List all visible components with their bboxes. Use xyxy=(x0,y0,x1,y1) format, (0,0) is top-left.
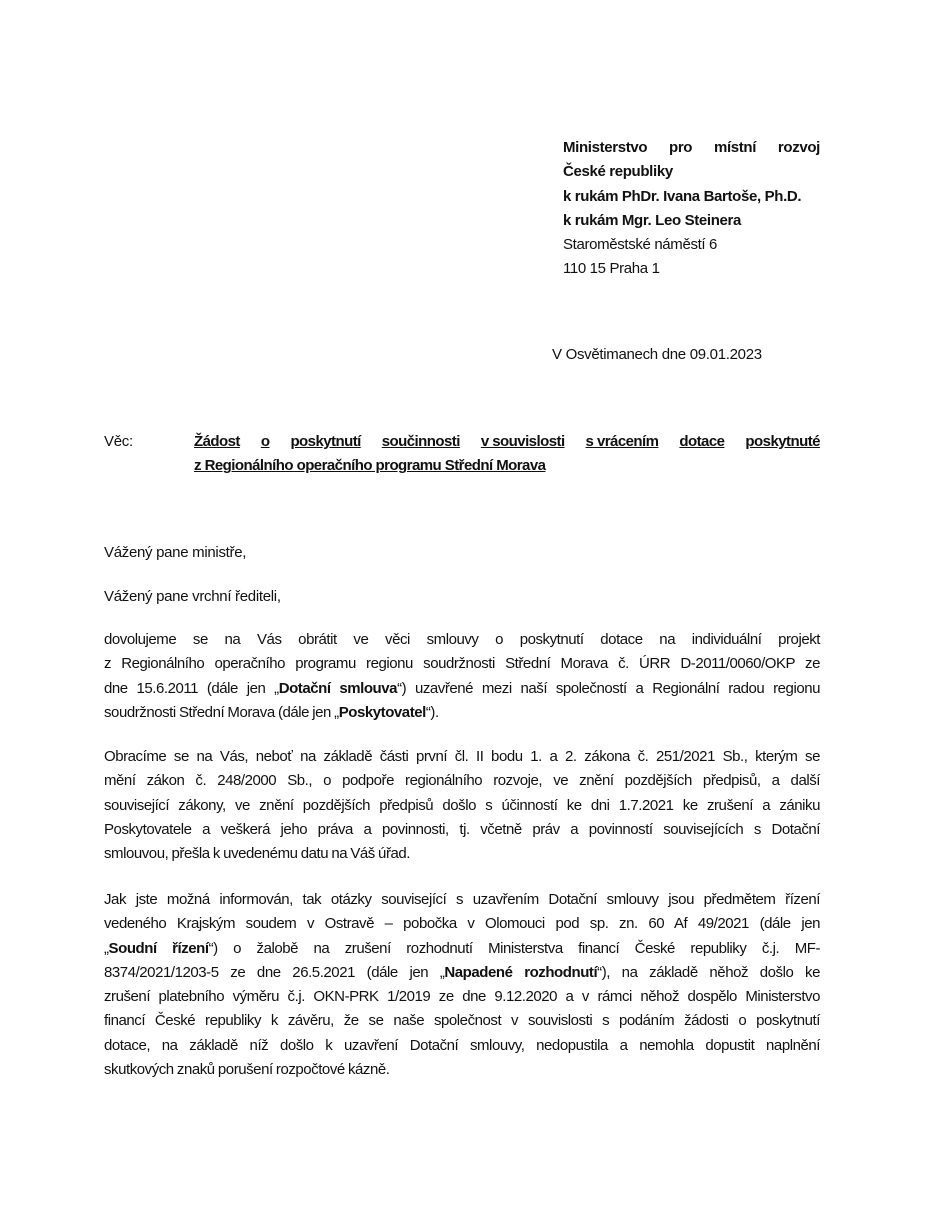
recipient-line-attention-2: k rukám Mgr. Leo Steinera xyxy=(563,211,741,229)
subject-label: Věc: xyxy=(104,433,133,450)
subject-text xyxy=(194,430,820,479)
text-run: vedeného Krajským soudem v Ostravě – pobočka v Olomouci pod sp. zn. 60 Af 49/2021 (dále jen xyxy=(104,915,820,933)
defined-term: Soudní řízení xyxy=(108,939,209,957)
paragraph-line xyxy=(104,1058,820,1082)
word: Ministerstvo xyxy=(563,139,648,156)
word: v souvislosti xyxy=(480,433,565,450)
defined-term: Dotační smlouva xyxy=(278,679,398,697)
paragraph-line xyxy=(104,745,820,769)
recipient-line-ministry xyxy=(563,136,820,160)
salutation-director: Vážený pane vrchní řediteli, xyxy=(104,588,281,605)
paragraph-line xyxy=(104,1034,820,1058)
paragraph-line xyxy=(104,818,820,842)
defined-term: Poskytovatel xyxy=(338,703,426,721)
text-run: “). xyxy=(425,703,439,721)
subject-line-1 xyxy=(194,430,820,454)
salutation-minister: Vážený pane ministře, xyxy=(104,544,247,561)
paragraph-line xyxy=(104,937,820,961)
text-run: mění zákon č. 248/2000 Sb., o podpoře regionálního rozvoje, ve znění pozdějších předpisů, a další xyxy=(104,772,820,790)
text-run: “) o žalobě na zrušení rozhodnutí Ministerstva financí České republiky č.j. MF- xyxy=(208,939,820,957)
text-run: Obracíme se na Vás, neboť na základě části první čl. II bodu 1. a 2. zákona č. 251/2021 Sb., kterým se xyxy=(104,748,820,765)
paragraph-line xyxy=(104,701,820,725)
paragraph-line xyxy=(104,677,820,701)
text-run: Jak jste možná informován, tak otázky související s uzavřením Dotační smlouvy jsou předmětem řízení xyxy=(104,891,820,908)
text-run: smlouvou, přešla k uvedenému datu na Váš úřad. xyxy=(104,845,410,863)
text-run: financí České republiky k závěru, že se naše společnost v souvislosti s podáním žádosti o poskytnutí xyxy=(104,1012,820,1030)
text-run: dne 15.6.2011 (dále jen „ xyxy=(104,679,279,697)
word: poskytnuté xyxy=(745,433,820,450)
paragraph-line xyxy=(104,985,820,1009)
word: součinnosti xyxy=(381,433,460,450)
recipient-line-country: České republiky xyxy=(563,163,673,181)
word: s vrácením xyxy=(585,433,659,450)
word: Žádost xyxy=(194,433,240,450)
paragraph-line xyxy=(104,842,820,866)
text-run: z Regionálního operačního programu regionu soudržnosti Střední Morava č. ÚRR D-2011/0060/OKP ze xyxy=(104,655,820,673)
recipient-line-city: 110 15 Praha 1 xyxy=(563,260,660,278)
word: o xyxy=(260,433,270,450)
paragraph-line xyxy=(104,794,820,818)
text-run: “), na základě něhož došlo ke xyxy=(597,963,820,981)
text-run: skutkových znaků porušení rozpočtové kázně. xyxy=(104,1061,390,1079)
paragraph-line xyxy=(104,769,820,793)
word: místní xyxy=(713,139,757,156)
word: dotace xyxy=(679,433,725,450)
text-run: „ xyxy=(104,939,109,957)
recipient-line-street: Staroměstské náměstí 6 xyxy=(563,236,718,254)
paragraph-line xyxy=(104,912,820,936)
paragraph-line xyxy=(104,888,820,912)
defined-term: Napadené rozhodnutí xyxy=(444,963,598,981)
recipient-line-attention-1: k rukám PhDr. Ivana Bartoše, Ph.D. xyxy=(563,187,802,205)
paragraph-2 xyxy=(104,745,820,866)
text-run: 8374/2021/1203-5 ze dne 26.5.2021 (dále jen „ xyxy=(104,963,445,981)
paragraph-1 xyxy=(104,628,820,725)
subject-line-2: z Regionálního operačního programu Střední Morava xyxy=(194,457,546,475)
paragraph-line xyxy=(104,961,820,985)
recipient-address xyxy=(563,136,820,282)
text-run: soudržnosti Střední Morava (dále jen „ xyxy=(104,703,339,721)
paragraph-line xyxy=(104,1009,820,1033)
word: rozvoj xyxy=(777,139,820,156)
paragraph-line xyxy=(104,652,820,676)
word: poskytnutí xyxy=(290,433,361,450)
text-run: související zákony, ve znění pozdějších předpisů došlo s účinností ke dni 1.7.2021 ke zrušení a zániku xyxy=(104,796,820,814)
text-run: Poskytovatele a veškerá jeho práva a povinnosti, tj. včetně práv a povinností souvisejících s Dotační xyxy=(104,820,820,838)
paragraph-line xyxy=(104,628,820,652)
text-run: dovolujeme se na Vás obrátit ve věci smlouvy o poskytnutí dotace na individuální projekt xyxy=(104,631,820,648)
text-run: “) uzavřené mezi naší společností a Regionální radou regionu xyxy=(397,679,821,697)
text-run: zrušení platebního výměru č.j. OKN-PRK 1/2019 ze dne 9.12.2020 a v rámci něhož dospělo Ministerstvo xyxy=(104,988,820,1006)
word: pro xyxy=(669,139,693,156)
paragraph-3 xyxy=(104,888,820,1082)
text-run: dotace, na základě níž došlo k uzavření Dotační smlouvy, nedopustila a nemohla dopustit naplnění xyxy=(104,1036,820,1054)
place-date: V Osvětimanech dne 09.01.2023 xyxy=(552,346,762,363)
